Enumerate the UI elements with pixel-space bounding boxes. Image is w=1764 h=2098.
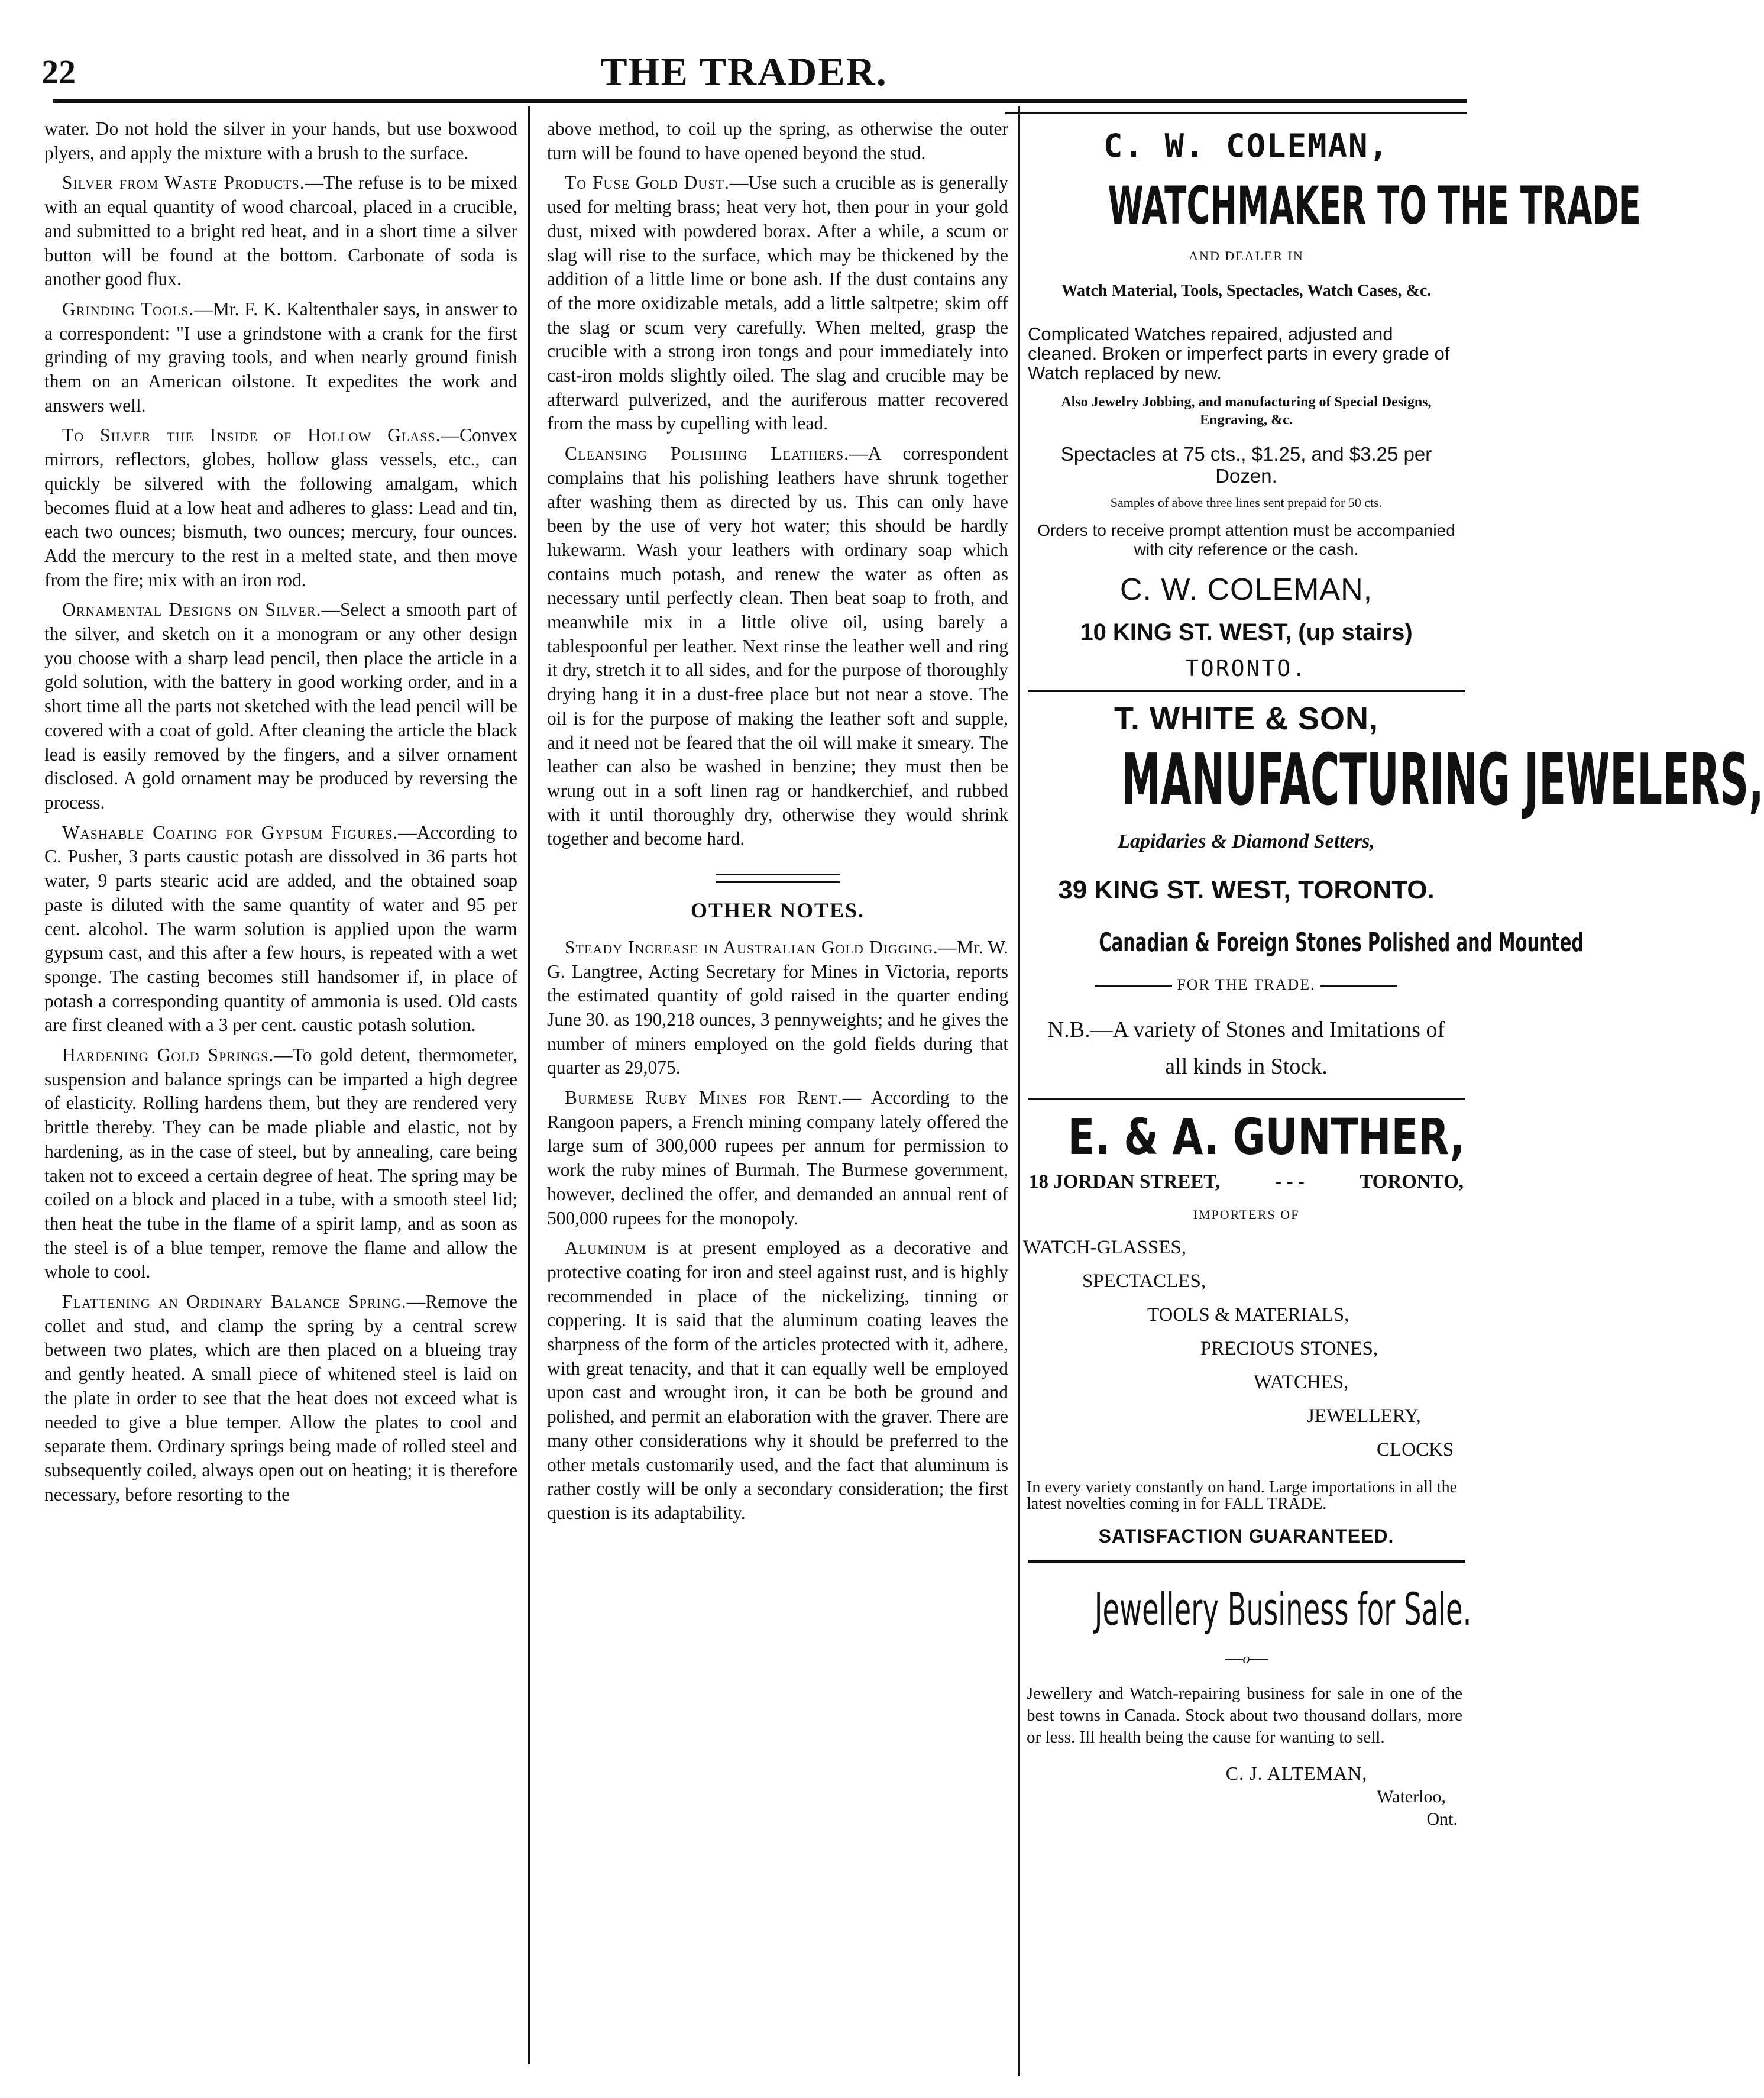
ad-gunther-importers: IMPORTERS OF — [1193, 1207, 1300, 1222]
paragraph-burmese-ruby-mines — [547, 1086, 1008, 1230]
ad-divider — [1028, 1098, 1465, 1100]
ad-white-stones: Canadian & Foreign Stones Polished and Mounted — [1099, 927, 1584, 958]
rule-ornament — [1250, 1659, 1268, 1660]
ad-gunther-item: PRECIOUS STONES, — [1200, 1338, 1378, 1359]
paragraph-body: —According to C. Pusher, 3 parts caustic potash are dissolved in 36 parts hot water, 9 parts stearic acid are added, and the obtained soap paste is diluted with the same quantity of water and 95 per cent. alcohol. The warm solution is applied upon the warm gypsum cast, and this after a few hours, is repeated with a wet sponge. The casting becomes still handsomer if, in place of potash a corresponding quantity of ammonia is used. Old casts are first cleaned with a 3 per cent. caustic potash solution. — [44, 822, 517, 1036]
paragraph-heading: Aluminum — [565, 1237, 647, 1259]
ad-white-tagline: MANUFACTURING JEWELERS, — [1121, 739, 1764, 822]
ad-sale-ornament: o — [1242, 1651, 1250, 1667]
ad-coleman-repairs: Complicated Watches repaired, adjusted and cleaned. Broken or imperfect parts in every grade of Watch replaced by new. — [1028, 324, 1450, 383]
paragraph-body: is at present employed as a decorative and protective coating for iron and steel against rust, and is highly recommended in place of the nickelizing, tinning or coppering. It is said that the aluminum coating leaves the sharpness of the form of the articles protected with it, adhere, with great tenacity, and that it can equally well be employed upon cast and wrought iron, it can be both be ground and polished, and permit an elaboration with the graver. There are many other considerations why it should be preferred to the other metals customarily used, and the fact that aluminum is rather costly will be only a secondary consideration; the first question is its adaptability. — [547, 1237, 1008, 1523]
paragraph-body: —Select a smooth part of the silver, and sketch on it a monogram or any other design you choose with a sharp lead pencil, then place the article in a gold solution, with the battery in good working order, and in a short time all the parts not sketched with the lead pencil will be covered with a coat of gold. After cleaning the article the black lead is easily removed by the fingers, and a silver ornament disclosed. A gold ornament may be produced by reversing the process. — [44, 599, 518, 813]
paragraph-heading: Flattening an Ordinary Balance Spring. — [62, 1291, 407, 1313]
advertisement-column — [1023, 121, 1764, 1829]
ad-gunther — [1023, 1108, 1470, 1547]
paragraph-polishing-leathers — [547, 442, 1008, 851]
paragraph-body: —Remove the collet and stud, and clamp the spring by a central screw between two plates, which are then placed on a blueing tray and gently heated. A small piece of whitened steel is laid on the plate in order to see that the heat does not exceed what is needed to give a blue temper. Allow the plates to cool and separate them. Ordinary springs being made of rolled steel and subsequently coiled, always open out on heating; it is therefore necessary, before resorting to the — [44, 1291, 517, 1505]
paragraph-australian-gold — [547, 936, 1008, 1080]
ad-coleman-name-repeat: C. W. COLEMAN, — [1119, 573, 1373, 607]
ad-coleman-address: 10 KING ST. WEST, (up stairs) — [1080, 619, 1413, 645]
paragraph-heading: Grinding Tools. — [62, 298, 195, 319]
ad-coleman-orders: Orders to receive prompt attention must be accompanied with city reference or the cash. — [1037, 521, 1455, 558]
ad-white-note: N.B.—A variety of Stones and Imitations of all kinds in Stock. — [1047, 1017, 1445, 1079]
ad-gunther-item: WATCH-GLASSES, — [1023, 1237, 1186, 1258]
article-column-left — [44, 117, 517, 1512]
masthead-rule — [53, 99, 1467, 103]
ad-sale-name: C. J. ALTEMAN, — [1225, 1763, 1368, 1784]
ad-gunther-item: JEWELLERY, — [1307, 1405, 1421, 1427]
ad-coleman — [1023, 127, 1641, 681]
paragraph-body: —A correspondent complains that his polishing leathers have shrunk together after washing them as directed by us. This can only have been by the use of very hot water; this should be hardly lukewarm. Wash your leathers with ordinary soap which contains much potash, and renew the water as often as necessary until perfectly clean. Then beat soap to froth, and meanwhile mix in a little olive oil, using barely a tablespoonful per leather. Next rinse the leather well and ring it dry, stretch it to all sides, and for the purpose of thoroughly drying hang it in a dust-free place but not near a stove. The oil is for the purpose of making the leather soft and supple, and it need not be feared that the oil will make it smeary. The leather can also be washed in benzine; they must then be wrung out in a soft linen rag or handkerchief, and rubbed with it until thoroughly dry, otherwise they would shrink together and become hard. — [547, 443, 1008, 849]
paragraph-heading: To Silver the Inside of Hollow Glass. — [62, 425, 441, 446]
ad-gunther-guarantee: SATISFACTION GUARANTEED. — [1098, 1525, 1394, 1547]
ad-gunther-item: SPECTACLES, — [1082, 1271, 1206, 1292]
paragraph-heading: Washable Coating for Gypsum Figures. — [62, 822, 399, 843]
ad-sale-title: Jewellery Business for Sale. — [1094, 1583, 1472, 1635]
ad-white-tagline-wrap — [1023, 739, 1764, 822]
ad-gunther-item: CLOCKS — [1377, 1439, 1454, 1460]
section-separator — [716, 874, 840, 883]
ad-sale-ornament-line — [1023, 1651, 1470, 1667]
ad-coleman-dealer: AND DEALER IN — [1189, 248, 1304, 263]
column-divider-right — [1018, 106, 1020, 2076]
ad-coleman-city: TORONTO. — [1184, 655, 1308, 681]
paragraph-heading: Ornamental Designs on Silver. — [62, 599, 322, 620]
ad-coleman-materials: Watch Material, Tools, Spectacles, Watch Cases, &c. — [1061, 282, 1432, 300]
section-heading-other-notes: OTHER NOTES. — [690, 898, 865, 923]
ad-sale-province: Ont. — [1426, 1809, 1458, 1829]
ad-gunther-address-line — [1023, 1171, 1470, 1193]
paragraph-silver-waste — [44, 171, 517, 292]
paragraph-continued: water. Do not hold the silver in your hands, but use boxwood plyers, and apply the mixture with a brush to the surface. — [44, 118, 517, 163]
paragraph-gold-springs — [44, 1043, 517, 1284]
paragraph-heading: Burmese Ruby Mines for Rent. — [565, 1087, 843, 1108]
paragraph-grinding-tools — [44, 298, 517, 418]
ad-white-lapidaries: Lapidaries & Diamond Setters, — [1118, 830, 1375, 852]
ad-gunther-name: E. & A. GUNTHER, — [1067, 1108, 1465, 1166]
page-number: 22 — [41, 53, 76, 91]
ad-sale-town: Waterloo, — [1377, 1787, 1446, 1806]
ad-gunther-name-wrap — [1023, 1108, 1470, 1166]
ad-gunther-address: 18 JORDAN STREET, — [1029, 1171, 1221, 1192]
paragraph-ornamental-designs — [44, 598, 517, 814]
ad-gunther-item: WATCHES, — [1254, 1372, 1349, 1393]
paragraph-body: —Mr. W. G. Langtree, Acting Secretary for Mines in Victoria, reports the estimated quantity of gold raised in the quarter ending June 30. as 190,218 ounces, 3 pennyweights; and he gives the number of miners employed on the gold fields during that quarter as 29,075. — [547, 936, 1008, 1078]
ad-coleman-tagline-wrap — [1023, 175, 1641, 236]
paragraph-fuse-gold-dust — [547, 171, 1008, 436]
paragraph-hollow-glass — [44, 424, 517, 592]
paragraph-body: —Mr. F. K. Kaltenthaler says, in answer to a correspondent: "I use a grindstone with a crank for the first grinding of my graving tools, and when nearly ground finish them on an American oilstone. It expedites the work and answers well. — [44, 298, 517, 416]
paragraph-body: —The refuse is to be mixed with an equal quantity of wood charcoal, placed in a crucible, and submitted to a bright red heat, and in a short time a silver button will be found at the bottom. Carbonate of soda is another good flux. — [44, 172, 517, 290]
ad-gunther-dashes: - - - — [1275, 1171, 1305, 1192]
rule-ornament — [1095, 985, 1172, 987]
rule-ornament — [1225, 1659, 1243, 1660]
paragraph-heading: Cleansing Polishing Leathers. — [565, 443, 850, 464]
ad-coleman-samples: Samples of above three lines sent prepaid for 50 cts. — [1110, 495, 1383, 510]
ad-divider — [1028, 1560, 1465, 1563]
ad-sale-body: Jewellery and Watch-repairing business for sale in one of the best towns in Canada. Stock about two thousand dollars, more or less. Ill health being the cause for wanting to sell. — [1027, 1684, 1462, 1747]
paragraph-body: —Convex mirrors, reflectors, globes, hollow glass vessels, etc., can quickly be silvered with the following amalgam, which becomes fluid at a low heat and adheres to glass: Lead and tin, each two ounces; bismuth, two ounces; mercury, four ounces. Add the mercury to the rest in a melted state, and then move from the fire; mix with an iron rod. — [44, 425, 517, 590]
paragraph-heading: Silver from Waste Products. — [62, 172, 305, 193]
ad-white-stones-wrap — [1023, 927, 1584, 958]
paragraph-balance-spring — [44, 1290, 517, 1507]
ad-gunther-item: TOOLS & MATERIALS, — [1147, 1304, 1349, 1326]
ad-coleman-jobbing: Also Jewelry Jobbing, and manufacturing of Special Designs, Engraving, &c. — [1061, 395, 1432, 428]
paragraph-aluminum — [547, 1236, 1008, 1525]
paragraph-body: —To gold detent, thermometer, suspension and balance springs can be imparted a high degree of elasticity. Rolling hardens them, but they are rendered very brittle thereby. They can be made pliable and elastic, not by hardening, as in the case of steel, but by annealing, care being taken not to exceed a certain degree of heat. The spring may be coiled on a block and placed in a tube, with a smooth steel lid; then heat the tube in the flame of a spirit lamp, and as soon as the steel is of a blue temper, remove the flame and allow the whole to cool. — [44, 1045, 517, 1282]
paragraph-continued: above method, to coil up the spring, as otherwise the outer turn will be found to have opened beyond the stud. — [547, 118, 1008, 163]
ad-gunther-variety: In every variety constantly on hand. Large importations in all the latest novelties coming in for FALL TRADE. — [1027, 1478, 1458, 1513]
paragraph-body: —Use such a crucible as is generally used for melting brass; heat very hot, then pour in your gold dust, mixed with powdered borax. After a while, a scum or slag will rise to the surface, which may be thickened by the addition of a little lime or bone ash. If the dust contains any of the more oxidizable metals, add a little saltpetre; skim off the slag or scum very carefully. When melted, grasp the crucible with a strong iron tongs and pour immediately into cast-iron molds slightly oiled. The slag and crucible may be afterward pulverized, and the auriferous matter recovered from the mass by cupelling with lead. — [547, 172, 1008, 434]
ad-coleman-name: C. W. COLEMAN, — [1103, 127, 1390, 164]
ad-white-trade: FOR THE TRADE. — [1177, 976, 1316, 993]
masthead-title: THE TRADER. — [600, 49, 888, 94]
masthead-rule-secondary — [1005, 112, 1467, 114]
paragraph-heading: Steady Increase in Australian Gold Digging. — [565, 936, 938, 958]
paragraph-body: — According to the Rangoon papers, a French mining company lately offered the large sum of 300,000 rupees per annum for permission to work the ruby mines of Burmah. The Burmese government, however, declined the offer, and demanded an annual rent of 500,000 rupees for the monopoly. — [547, 1087, 1008, 1229]
ad-sale-title-wrap — [1023, 1583, 1470, 1636]
paragraph-gypsum-coating — [44, 821, 517, 1037]
paragraph-heading: To Fuse Gold Dust. — [565, 172, 730, 193]
ad-business-sale — [1023, 1583, 1470, 1829]
paragraph-heading: Hardening Gold Springs. — [62, 1045, 274, 1066]
ad-coleman-spectacles: Spectacles at 75 cts., $1.25, and $3.25 per Dozen. — [1060, 443, 1432, 487]
ad-white-address: 39 KING ST. WEST, TORONTO. — [1058, 875, 1435, 904]
rule-ornament — [1320, 985, 1397, 987]
ad-white-name: T. WHITE & SON, — [1114, 701, 1378, 736]
article-column-middle — [547, 117, 1008, 1531]
ad-coleman-tagline: WATCHMAKER TO THE TRADE — [1108, 175, 1641, 236]
ad-white-trade-line — [1023, 976, 1470, 994]
ad-white — [1023, 700, 1764, 1085]
ad-divider — [1028, 690, 1465, 692]
ad-gunther-items — [1023, 1231, 1470, 1467]
ad-gunther-city: TORONTO, — [1360, 1171, 1464, 1192]
column-divider-left — [528, 106, 530, 2064]
